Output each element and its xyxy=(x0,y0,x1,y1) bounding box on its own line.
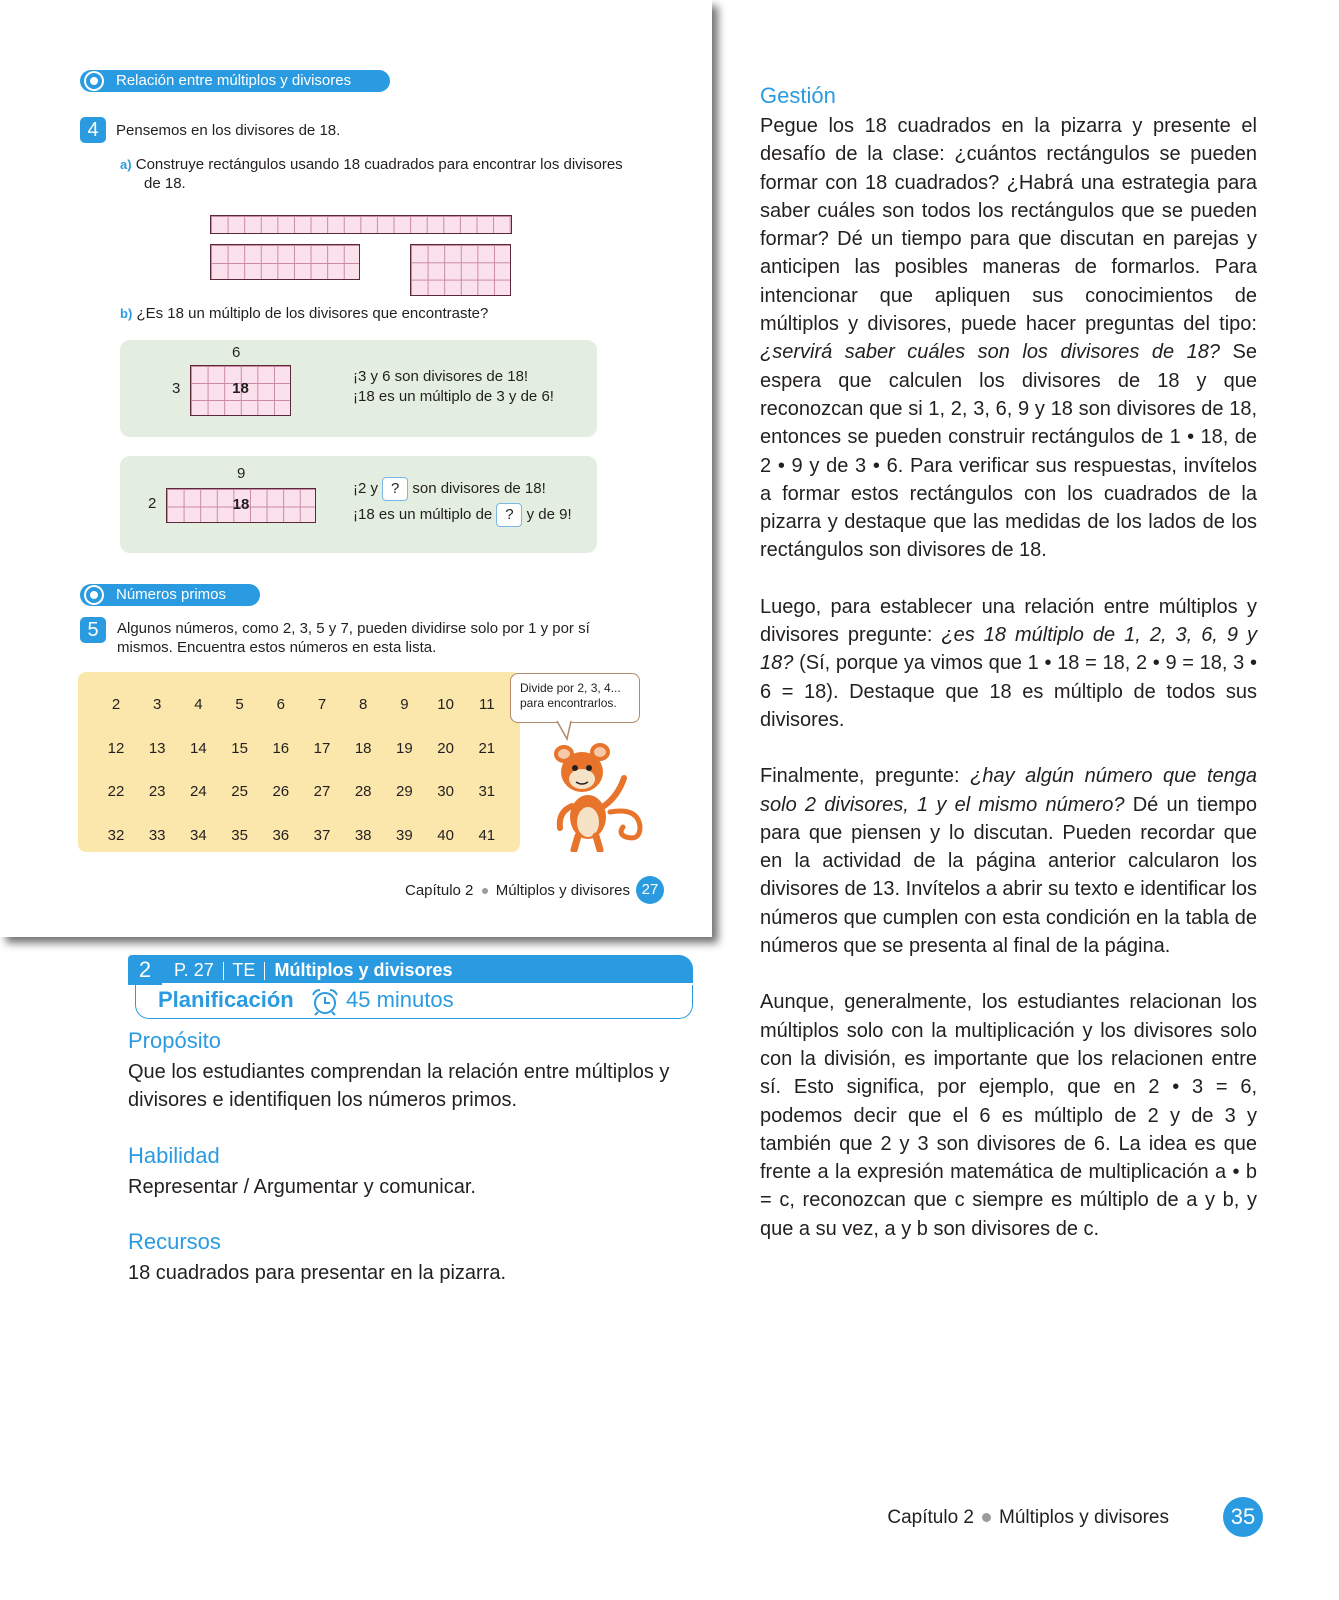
number-cell: 31 xyxy=(478,783,496,800)
number-cell: 25 xyxy=(231,783,248,800)
gestion-heading: Gestión xyxy=(760,83,836,108)
header-title-bar: P. 27 TE Múltiplos y divisores xyxy=(162,955,693,983)
number-cell: 7 xyxy=(317,696,327,713)
proposito-text: Que los estudiantes comprendan la relación entre múltiplos y divisores e identifiquen los números primos. xyxy=(128,1061,670,1112)
number-cell: 23 xyxy=(148,783,166,800)
planning-title: Planificación xyxy=(158,987,294,1012)
number-cell: 36 xyxy=(272,826,290,844)
student-page-footer: Capítulo 2 Múltiplos y divisores xyxy=(405,882,630,899)
activity-number-5: 5 xyxy=(80,617,106,643)
number-cell: 5 xyxy=(235,696,244,713)
top-label: 6 xyxy=(232,344,241,361)
activity-4b-text: b) ¿Es 18 un múltiplo de los divisores que encontraste? xyxy=(120,305,489,322)
rectangle-2x9 xyxy=(210,244,360,280)
number-cell: 32 xyxy=(107,826,125,844)
speech-bubble-tail xyxy=(555,721,579,741)
section-header-multiplos: Relación entre múltiplos y divisores xyxy=(80,70,390,92)
example-2-text: ¡2 y ? son divisores de 18! ¡18 es un múltiplo de ? y de 9! xyxy=(353,476,572,528)
number-cell: 2 xyxy=(111,696,121,713)
number-cell: 29 xyxy=(396,783,413,800)
student-page-number: 27 xyxy=(636,876,664,904)
divider xyxy=(264,962,265,980)
student-page-thumbnail xyxy=(0,0,712,937)
number-cell: 21 xyxy=(478,739,496,757)
number-cell: 6 xyxy=(276,696,285,713)
activity-4-prompt: Pensemos en los divisores de 18. xyxy=(116,122,341,139)
speech-bubble: Divide por 2, 3, 4... para encontrarlos. xyxy=(510,673,640,723)
blank-box: ? xyxy=(496,503,522,527)
number-cell: 33 xyxy=(148,826,166,844)
monkey-mascot-icon xyxy=(548,742,648,852)
rectangle-3x6 xyxy=(410,244,511,296)
gestion-paragraph-1: Pegue los 18 cuadrados en la pizarra y presente el desafío de la clase: ¿cuántos rectángulos se pueden formar con 18 cuadrados? ¿Habrá una estrategia para saber cuáles son todos los rectángulos que se pueden formar? Dé un tiempo para que discutan en parejas y anticipen las posibles maneras de formarlos. Para intencionar que apliquen sus conocimientos de múltiplos y divisores, puede hacer preguntas del tipo: ¿servirá saber cuáles son los divisores de 18? Se espera que calculen los divisores de 18 y que reconozcan que si 1, 2, 3, 6, 9 y 18 son divisores de 18, entonces se pueden construir rectángulos de 1 • 18, de 2 • 9 y de 3 • 6. Para verificar sus respuestas, invítelos a formar estos rectángulos con los cuadrados de la pizarra y destaque que las medidas de los lados de los rectángulos son divisores de 18. xyxy=(760,115,1257,562)
number-cell: 20 xyxy=(437,739,454,757)
number-cell: 35 xyxy=(231,826,248,844)
example-1-text: ¡3 y 6 son divisores de 18! ¡18 es un múltiplo de 3 y de 6! xyxy=(353,368,554,405)
footer-separator xyxy=(982,1513,991,1522)
gestion-paragraph-2: Luego, para establecer una relación entre múltiplos y divisores pregunte: ¿es 18 múltiplo de 1, 2, 3, 6, 9 y 18? (Sí, porque ya vimos que 1 • 18 = 18, 2 • 9 = 18, 3 • 6 = 18). Destaque que 18 es múltiplo de todos sus divisores. xyxy=(760,595,1257,731)
number-cell: 16 xyxy=(272,739,290,757)
bullet-icon xyxy=(86,73,102,89)
number-cell: 8 xyxy=(359,696,368,713)
gestion-paragraph-3: Finalmente, pregunte: ¿hay algún número que tenga solo 2 divisores, 1 y el mismo número? Dé un tiempo para que piensen y lo discutan. Pueden recordar que en la actividad de la página anterior calcularon los divisores de 13. Invítelos a abrir su texto e identificar los números que cumplen con esta condición en la tabla de números que se presenta al final de la página. xyxy=(760,765,1257,958)
side-label: 3 xyxy=(172,380,181,397)
gestion-paragraph-4: Aunque, generalmente, los estudiantes relacionan los múltiplos solo con la multiplicación y los divisores solo con la división, es importante que los relacionen entre sí. Esto significa, por ejemplo, que en 2 • 3 = 6, podemos decir que el 6 es múltiplo de 2 y de 3 y también que 2 y 3 son divisores de 6. La idea es que frente a la expresión matemática de multiplicación a • b = c, reconozcan que c siempre es múltiplo de a y b, y que a su vez, a y b son divisores de c. xyxy=(760,991,1257,1240)
planning-row xyxy=(135,985,693,1019)
numbers-list xyxy=(78,672,520,852)
number-cell: 37 xyxy=(313,826,331,844)
number-cell: 22 xyxy=(107,783,125,800)
number-cell: 41 xyxy=(478,826,496,844)
divider xyxy=(223,962,224,980)
example-box-3x6 xyxy=(120,340,597,437)
number-cell: 3 xyxy=(153,696,162,713)
teacher-header-bar xyxy=(128,955,693,985)
number-cell: 26 xyxy=(272,783,290,800)
number-cell: 18 xyxy=(354,739,372,757)
number-cell: 13 xyxy=(148,739,166,757)
number-cell: 28 xyxy=(354,783,372,800)
number-cell: 10 xyxy=(437,696,454,713)
activity-number-4: 4 xyxy=(80,117,106,143)
page-number: 35 xyxy=(1223,1497,1263,1537)
number-cell: 17 xyxy=(313,739,331,757)
section-header-primos: Números primos xyxy=(80,584,260,606)
number-cell: 39 xyxy=(396,826,413,844)
rectangle-3x6-labeled: 18 xyxy=(190,365,291,416)
number-cell: 9 xyxy=(400,696,409,713)
rectangle-1x18 xyxy=(210,215,512,234)
number-cell: 30 xyxy=(437,783,454,800)
proposito-heading: Propósito xyxy=(128,1028,221,1053)
footer-separator xyxy=(482,888,488,894)
alarm-clock-icon xyxy=(310,988,340,1016)
rectangle-2x9-labeled: 18 xyxy=(166,488,316,523)
top-label: 9 xyxy=(237,465,246,482)
page-footer: Capítulo 2 Múltiplos y divisores xyxy=(887,1507,1169,1528)
number-cell: 40 xyxy=(437,826,454,844)
number-cell: 12 xyxy=(107,739,125,757)
gestion-body xyxy=(760,112,1257,1243)
chapter-tab: 2 xyxy=(128,955,162,985)
side-label: 2 xyxy=(148,495,157,512)
number-cell: 27 xyxy=(313,783,331,800)
number-cell: 34 xyxy=(190,826,207,844)
number-cell: 19 xyxy=(396,739,413,757)
number-cell: 11 xyxy=(479,696,495,713)
activity-4a-text: a) Construye rectángulos usando 18 cuadrados para encontrar los divisores de 18. xyxy=(120,156,623,192)
number-cell: 15 xyxy=(231,739,248,757)
number-cell: 38 xyxy=(354,826,372,844)
number-cell: 4 xyxy=(194,696,203,713)
number-cell: 24 xyxy=(190,783,207,800)
number-cell: 14 xyxy=(190,739,207,757)
activity-5-text: Algunos números, como 2, 3, 5 y 7, pueden dividirse solo por 1 y por sí mismos. Encuentra estos números en esta lista. xyxy=(117,620,590,656)
bullet-icon xyxy=(86,587,102,603)
recursos-heading: Recursos xyxy=(128,1229,221,1254)
example-box-2x9 xyxy=(120,456,597,553)
recursos-text: 18 cuadrados para presentar en la pizarra. xyxy=(128,1262,507,1284)
habilidad-text: Representar / Argumentar y comunicar. xyxy=(128,1176,476,1198)
duration: 45 minutos xyxy=(346,987,454,1012)
blank-box: ? xyxy=(382,477,408,501)
habilidad-heading: Habilidad xyxy=(128,1143,220,1168)
